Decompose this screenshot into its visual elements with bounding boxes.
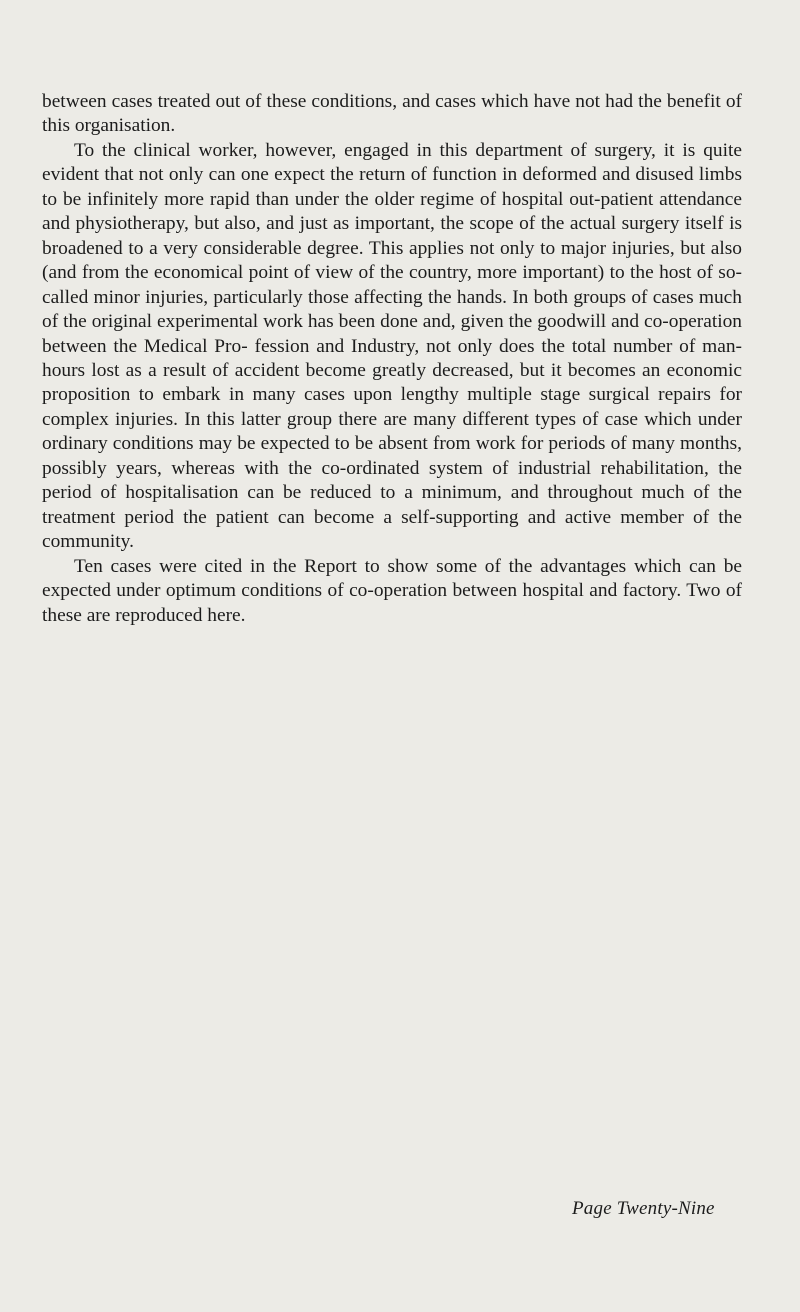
paragraph-continuation: between cases treated out of these conditions, and cases which have not had the benefit of this organisation. bbox=[42, 91, 742, 137]
page-number-label: Page Twenty-Nine bbox=[572, 1198, 715, 1219]
body-text bbox=[42, 90, 742, 628]
paragraph-ten-cases: Ten cases were cited in the Report to show some of the advantages which can be expected under optimum conditions of co-operation between hospital and factory. Two of these are reproduced here. bbox=[42, 555, 742, 626]
paragraph-clinical-worker: To the clinical worker, however, engaged in this department of surgery, it is quite evident that not only can one expect the return of function in deformed and disused limbs to be infinitely more rapid than under the older regime of hospital out-patient attendance and physiotherapy, but also, and just as important, the scope of the actual surgery itself is broadened to a very considerable degree. This applies not only to major injuries, but also (and from the economical point of view of the country, more important) to the host of so-called minor injuries, particularly those affecting the hands. In both groups of cases much of the original experimental work has been done and, given the goodwill and co-operation between the Medical Pro- fession and Industry, not only does the total number of man-hours lost as a result of accident become greatly decreased, but it becomes an economic proposition to embark in many cases upon lengthy multiple stage surgical repairs for complex injuries. In this latter group there are many different types of case which under ordinary conditions may be expected to be absent from work for periods of many months, possibly years, whereas with the co-ordinated system of industrial rehabilitation, the period of hospitalisation can be reduced to a minimum, and throughout much of the treatment period the patient can become a self-supporting and active member of the community. bbox=[42, 139, 742, 553]
